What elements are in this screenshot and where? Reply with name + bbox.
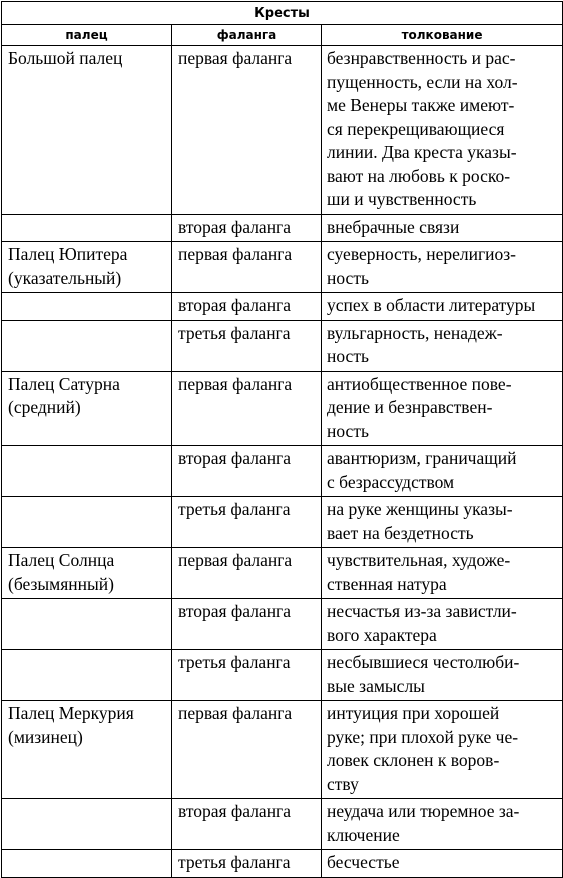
header-interpretation: толкование <box>322 25 563 46</box>
phalanx-cell: первая фаланга <box>172 548 322 599</box>
interpretation-line: пущенность, если на хол- <box>327 71 518 92</box>
crosses-table <box>1 1 563 878</box>
interpretation-cell <box>322 214 563 242</box>
interpretation-line: ность <box>327 346 369 366</box>
table-row <box>2 46 563 215</box>
table-row <box>2 293 563 321</box>
table-row <box>2 799 563 850</box>
finger-cell: Палец Юпитера (указательный) <box>2 242 172 293</box>
phalanx-cell: вторая фаланга <box>172 799 322 850</box>
phalanx-cell: первая фаланга <box>172 371 322 446</box>
phalanx-cell: первая фаланга <box>172 701 322 799</box>
interpretation-cell <box>322 293 563 321</box>
phalanx-cell: третья фаланга <box>172 320 322 371</box>
table-header-row <box>2 25 563 46</box>
interpretation-line: внебрачные связи <box>327 216 460 237</box>
finger-cell: Палец Меркурия (мизинец) <box>2 701 172 799</box>
finger-cell <box>2 599 172 650</box>
interpretation-line: несчастья из-за завистли- <box>327 601 517 621</box>
finger-cell: Палец Солнца (безымянный) <box>2 548 172 599</box>
interpretation-line: ность <box>327 420 369 441</box>
interpretation-line: безнравственность и рас- <box>327 48 516 68</box>
interpretation-line: на руке женщины указы- <box>327 499 513 519</box>
interpretation-line: несбывшиеся честолюби- <box>327 652 520 672</box>
interpretation-line: дение и безнравствен- <box>327 397 493 417</box>
interpretation-line: ность <box>327 267 369 288</box>
interpretation-line: авантюризм, граничащий <box>327 448 517 468</box>
interpretation-line: ключение <box>327 824 400 845</box>
interpretation-line: бесчестье <box>327 852 400 872</box>
interpretation-line: ственная натура <box>327 573 447 594</box>
interpretation-line: суеверность, нерелигиоз- <box>327 244 516 264</box>
finger-cell <box>2 214 172 242</box>
header-phalanx: фаланга <box>172 25 322 46</box>
interpretation-line: руке; при плохой руке че- <box>327 726 519 747</box>
phalanx-cell: третья фаланга <box>172 497 322 548</box>
finger-cell <box>2 320 172 371</box>
interpretation-line: ловек склонен к воров- <box>327 750 500 770</box>
table-title-row <box>2 2 563 25</box>
phalanx-cell: вторая фаланга <box>172 214 322 242</box>
table-row <box>2 701 563 799</box>
finger-cell <box>2 446 172 497</box>
phalanx-cell: третья фаланга <box>172 650 322 701</box>
phalanx-cell: вторая фаланга <box>172 599 322 650</box>
table-row <box>2 599 563 650</box>
finger-cell: Большой палец <box>2 46 172 215</box>
interpretation-line: вые замыслы <box>327 675 425 696</box>
interpretation-line: интуиция при хорошей <box>327 703 500 723</box>
interpretation-cell <box>322 701 563 799</box>
interpretation-cell <box>322 548 563 599</box>
interpretation-line: вают на любовь к роско- <box>327 165 511 186</box>
table-row <box>2 242 563 293</box>
table-row <box>2 548 563 599</box>
interpretation-line: вает на бездетность <box>327 522 474 543</box>
interpretation-cell <box>322 320 563 371</box>
finger-cell: Палец Сатурна (средний) <box>2 371 172 446</box>
interpretation-line: антиобщественное пове- <box>327 373 512 394</box>
interpretation-line: линии. Два креста указы- <box>327 142 517 162</box>
interpretation-line: вого характера <box>327 624 437 645</box>
interpretation-cell <box>322 242 563 293</box>
table-row <box>2 214 563 242</box>
interpretation-cell <box>322 650 563 701</box>
interpretation-line: чувствительная, художе- <box>327 550 511 570</box>
interpretation-line: ши и чувственность <box>327 189 477 209</box>
interpretation-cell <box>322 446 563 497</box>
interpretation-cell <box>322 799 563 850</box>
interpretation-cell <box>322 497 563 548</box>
finger-cell <box>2 293 172 321</box>
finger-cell <box>2 850 172 878</box>
table-title: Кресты <box>2 2 563 25</box>
table-row <box>2 650 563 701</box>
interpretation-cell <box>322 850 563 878</box>
interpretation-cell <box>322 46 563 215</box>
interpretation-line: неудача или тюремное за- <box>327 801 520 821</box>
phalanx-cell: третья фаланга <box>172 850 322 878</box>
interpretation-line: ся перекрещивающиеся <box>327 118 505 139</box>
finger-cell <box>2 799 172 850</box>
interpretation-cell <box>322 371 563 446</box>
table-body <box>2 46 563 878</box>
table-row <box>2 320 563 371</box>
phalanx-cell: первая фаланга <box>172 242 322 293</box>
interpretation-line: ству <box>327 773 359 794</box>
interpretation-line: успех в области литературы <box>327 295 536 315</box>
table-row <box>2 446 563 497</box>
interpretation-line: с безрассудством <box>327 471 455 492</box>
phalanx-cell: вторая фаланга <box>172 293 322 321</box>
interpretation-cell <box>322 599 563 650</box>
phalanx-cell: вторая фаланга <box>172 446 322 497</box>
finger-cell <box>2 497 172 548</box>
table-row <box>2 850 563 878</box>
table-row <box>2 497 563 548</box>
interpretation-line: ме Венеры также имеют- <box>327 95 515 115</box>
finger-cell <box>2 650 172 701</box>
interpretation-line: вульгарность, ненадеж- <box>327 322 503 343</box>
table-row <box>2 371 563 446</box>
header-finger: палец <box>2 25 172 46</box>
phalanx-cell: первая фаланга <box>172 46 322 215</box>
